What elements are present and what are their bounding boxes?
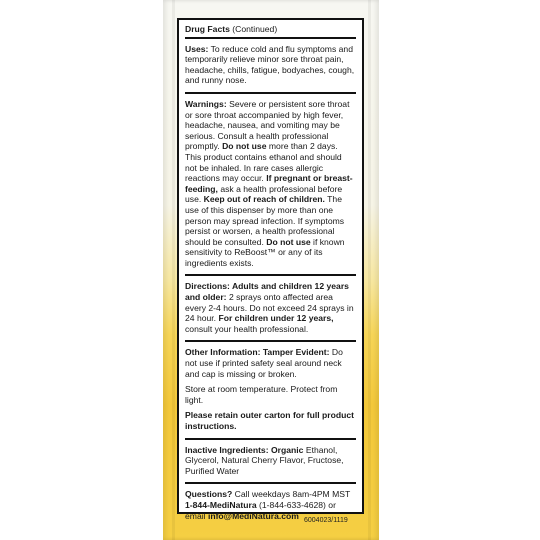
directions-label: Directions: Adults and children 12 years and older:: [185, 281, 349, 303]
directions-section: [185, 274, 356, 340]
warnings-text-3: ask a health professional before use.: [185, 183, 343, 205]
questions-text-2: (1-844-633-4628) or email: [185, 499, 336, 521]
questions-label: Questions?: [185, 489, 233, 500]
questions-phone: 1-844-MediNatura: [185, 499, 257, 510]
drug-facts-title: Drug Facts: [185, 24, 230, 34]
uses-label: Uses:: [185, 43, 209, 54]
warnings-do-not-use-2: Do not use: [266, 236, 311, 247]
other-information-section: [185, 340, 356, 437]
directions-text-2: consult your health professional.: [185, 323, 309, 334]
uses-text: To reduce cold and flu symptoms and temporarily relieve minor sore throat pain, headache, chills, fatigue, bodyaches, cough, and runny nose.: [185, 43, 355, 86]
warnings-keep-out: Keep out of reach of children.: [203, 194, 325, 205]
warnings-text-4: The use of this dispenser by more than one person may spread infection. If symptoms persist or worsen, a health professional should be consulted.: [185, 194, 345, 247]
warnings-text-5: if known sensitivity to ReBoost™ or any of its ingredients exists.: [185, 236, 345, 268]
inactive-organic: Organic: [270, 444, 304, 455]
storage-text: Store at room temperature. Protect from light.: [185, 384, 338, 405]
warnings-do-not-use-1: Do not use: [222, 141, 267, 152]
warnings-text-1: Severe or persistent sore throat or sore throat accompanied by high fever, headache, nausea, and vomiting may be serious. Consult a health professional promptly.: [185, 98, 350, 152]
drug-facts-header: [185, 24, 356, 37]
retain-carton-text: Please retain outer carton for full product instructions.: [185, 410, 355, 431]
directions-text-1: 2 sprays onto affected area every 2-4 hours. Do not exceed 24 sprays in 24 hour.: [185, 292, 354, 324]
lot-code: 6004023/1119: [304, 517, 348, 524]
carton-fold-left: [172, 0, 175, 540]
warnings-pregnant: If pregnant or breast-feeding,: [185, 173, 353, 194]
questions-text-1: Call weekdays 8am-4PM MST: [234, 489, 351, 500]
warnings-text-2: more than 2 days. This product contains ethanol and should not be inhaled. In rare cases allergic reactions may occur.: [185, 141, 342, 184]
uses-section: [185, 37, 356, 92]
directions-children: For children under 12 years,: [218, 313, 334, 324]
inactive-label: Inactive Ingredients:: [185, 444, 269, 455]
inactive-text: Ethanol, Glycerol, Natural Cherry Flavor, Fructose, Purified Water: [185, 444, 344, 476]
other-info-text-1: Do not use if printed safety seal around neck and cap is missing or broken.: [185, 347, 343, 379]
warnings-section: [185, 92, 356, 275]
warnings-label: Warnings:: [185, 98, 227, 109]
questions-email: info@MediNatura.com: [207, 510, 299, 521]
inactive-ingredients-section: [185, 438, 356, 483]
drug-facts-continued: (Continued): [232, 24, 278, 34]
carton-fold-right: [368, 0, 371, 540]
other-info-label: Other Information: Tamper Evident:: [185, 347, 330, 358]
